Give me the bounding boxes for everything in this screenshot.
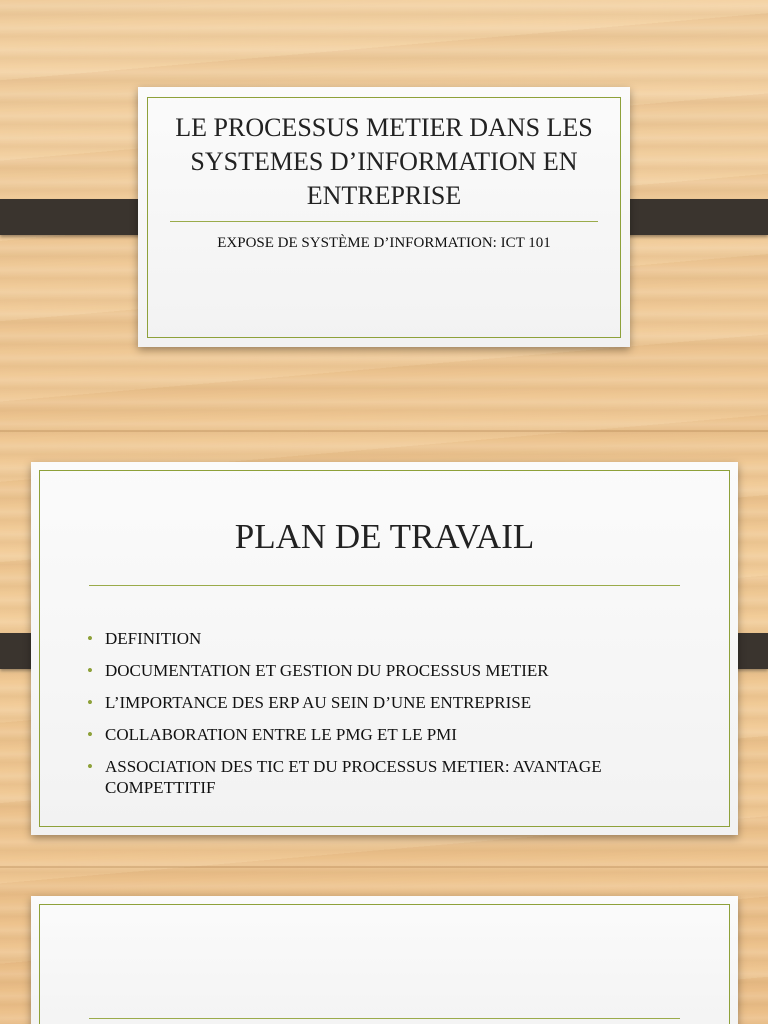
agenda-slide[interactable] <box>31 462 738 835</box>
next-slide[interactable] <box>31 896 738 1024</box>
list-item <box>87 628 698 649</box>
slide-frame <box>39 904 730 1024</box>
title-slide[interactable] <box>138 87 630 347</box>
divider <box>89 585 680 586</box>
bullet-icon: • <box>87 661 93 680</box>
list-item-text: L’IMPORTANCE DES ERP AU SEIN D’UNE ENTREPRISE <box>105 693 532 712</box>
list-item-text: ASSOCIATION DES TIC ET DU PROCESSUS METIER: AVANTAGE COMPETTITIF <box>105 757 602 797</box>
divider <box>89 1018 680 1019</box>
list-item <box>87 724 698 745</box>
bullet-icon: • <box>87 629 93 648</box>
slide-subtitle: EXPOSE DE SYSTÈME D’INFORMATION: ICT 101 <box>217 235 551 251</box>
slide-strap-right <box>612 199 768 235</box>
list-item-text: DEFINITION <box>105 629 202 648</box>
wood-plank-seam <box>0 430 768 432</box>
bullet-list <box>87 628 698 809</box>
list-item <box>87 756 698 798</box>
list-item-text: COLLABORATION ENTRE LE PMG ET LE PMI <box>105 725 457 744</box>
bullet-icon: • <box>87 693 93 712</box>
wood-plank-seam <box>0 866 768 868</box>
list-item-text: DOCUMENTATION ET GESTION DU PROCESSUS METIER <box>105 661 549 680</box>
list-item <box>87 692 698 713</box>
divider <box>170 221 598 222</box>
slide-title: PLAN DE TRAVAIL <box>234 517 535 556</box>
bullet-icon: • <box>87 725 93 744</box>
list-item <box>87 660 698 681</box>
bullet-icon: • <box>87 757 93 776</box>
slide-title: LE PROCESSUS METIER DANS LES SYSTEMES D’INFORMATION EN ENTREPRISE <box>175 113 593 210</box>
slide-strap-left <box>0 199 156 235</box>
